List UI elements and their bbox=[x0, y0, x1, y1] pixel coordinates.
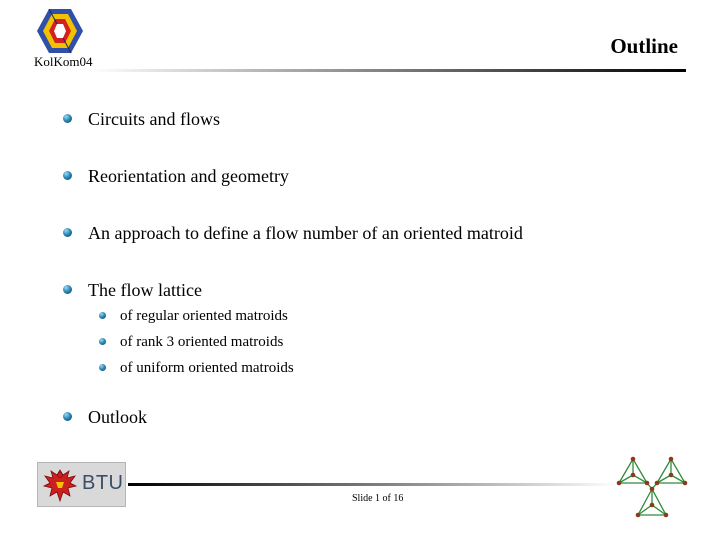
outline-list bbox=[63, 108, 663, 428]
outline-item-label: Circuits and flows bbox=[88, 109, 220, 129]
institute-logo-icon bbox=[34, 6, 86, 56]
outline-item-circuits bbox=[63, 108, 663, 130]
btu-logo bbox=[37, 462, 126, 507]
sub-item-regular bbox=[99, 307, 663, 326]
bullet-icon bbox=[99, 364, 106, 371]
outline-item-outlook bbox=[63, 406, 663, 428]
sub-item-label: of regular oriented matroids bbox=[120, 308, 288, 324]
eagle-icon bbox=[42, 466, 78, 504]
outline-item-label: The flow lattice bbox=[88, 280, 202, 300]
sub-item-rank3 bbox=[99, 333, 663, 352]
bullet-icon bbox=[63, 114, 72, 123]
outline-item-reorientation bbox=[63, 165, 663, 187]
btu-logo-text: BTU bbox=[82, 472, 124, 494]
graph-logo-icon bbox=[613, 455, 691, 521]
bullet-icon bbox=[63, 412, 72, 421]
outline-item-flow-lattice bbox=[63, 279, 663, 301]
bullet-icon bbox=[63, 228, 72, 237]
outline-item-label: Outlook bbox=[88, 407, 148, 427]
outline-item-flow-number bbox=[63, 222, 663, 244]
bullet-icon bbox=[99, 338, 106, 345]
footer-divider bbox=[128, 483, 618, 486]
sub-item-label: of rank 3 oriented matroids bbox=[120, 334, 284, 350]
outline-item-label: Reorientation and geometry bbox=[88, 166, 289, 186]
slide-title: Outline bbox=[610, 34, 678, 58]
slide-number: Slide 1 of 16 bbox=[352, 493, 404, 504]
bullet-icon bbox=[99, 312, 106, 319]
sub-item-uniform bbox=[99, 359, 663, 378]
header-divider bbox=[90, 69, 686, 72]
sub-item-label: of uniform oriented matroids bbox=[120, 360, 294, 376]
outline-item-label: An approach to define a flow number of an oriented matroid bbox=[88, 223, 523, 243]
flow-lattice-sublist bbox=[99, 307, 663, 378]
bullet-icon bbox=[63, 285, 72, 294]
bullet-icon bbox=[63, 171, 72, 180]
short-title: KolKom04 bbox=[34, 54, 93, 69]
